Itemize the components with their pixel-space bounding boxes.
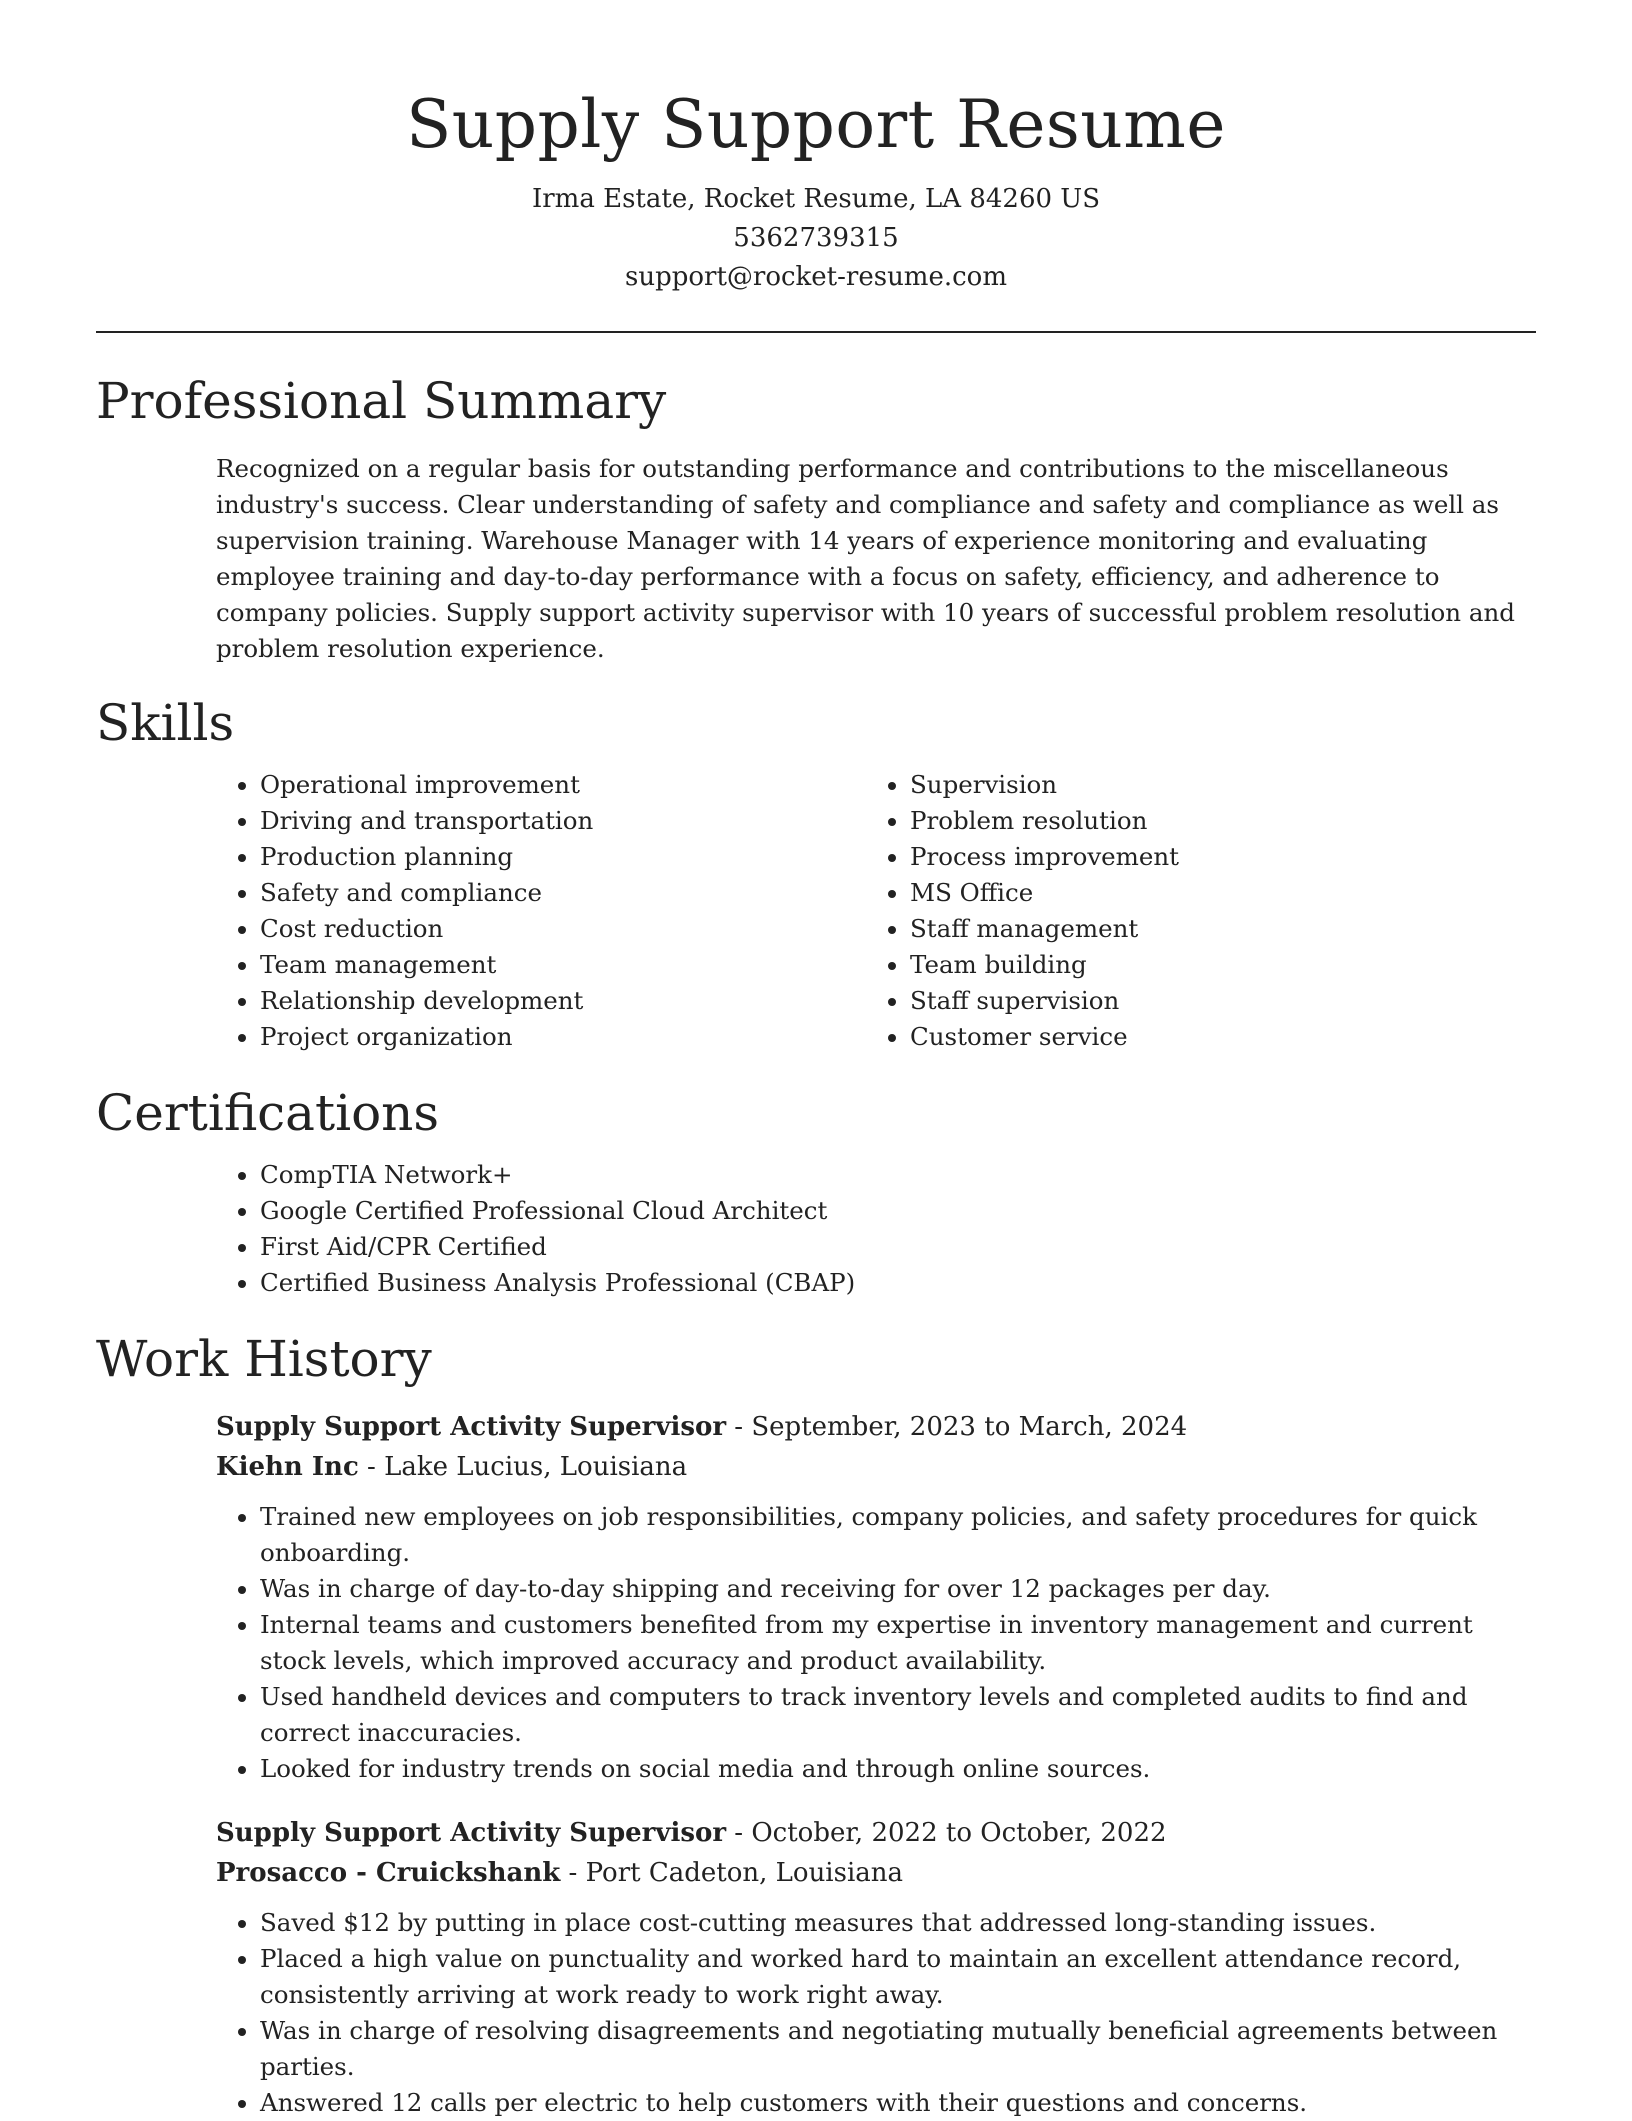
job-location: - Lake Lucius, Louisiana: [358, 1452, 688, 1482]
skills-columns: [216, 767, 1536, 1055]
work-history-section: [96, 1329, 1536, 2121]
job-dates: - October, 2022 to October, 2022: [726, 1818, 1167, 1848]
header-divider: [96, 331, 1536, 333]
resume-header: [96, 80, 1536, 297]
job-bullet: • Was in charge of day-to-day shipping and receiving for over 12 packages per day.: [260, 1571, 1536, 1607]
skill-item: • Operational improvement: [260, 767, 866, 803]
job-bullet: • Saved $12 by putting in place cost-cutting measures that addressed long-standing issues.: [260, 1905, 1536, 1941]
job-location: - Port Cadeton, Louisiana: [560, 1858, 904, 1888]
job-bullets: [216, 1905, 1536, 2121]
job-bullet: • Placed a high value on punctuality and worked hard to maintain an excellent attendance record, consistently arriving at work ready to work right away.: [260, 1941, 1536, 2013]
certification-item: • Google Certified Professional Cloud Architect: [260, 1193, 1536, 1229]
skills-column-left: [216, 767, 866, 1055]
skills-heading: Skills: [96, 694, 235, 752]
certification-item: • First Aid/CPR Certified: [260, 1229, 1536, 1265]
contact-email: support@rocket-resume.com: [624, 262, 1007, 292]
skill-item: • Cost reduction: [260, 911, 866, 947]
skill-item: • Staff management: [910, 911, 1466, 947]
job-bullet: • Answered 12 calls per electric to help customers with their questions and concerns.: [260, 2085, 1536, 2121]
job-bullets: [216, 1499, 1536, 1787]
resume-title: Supply Support Resume: [406, 86, 1226, 163]
summary-text: Recognized on a regular basis for outstanding performance and contributions to the miscellaneous industry's success. Clear understanding of safety and compliance and safety and compliance as well as supervision training. Warehouse Manager with 14 years of experience monitoring and evaluating employee training and day-to-day performance with a focus on safety, efficiency, and adherence to company policies. Supply support activity supervisor with 10 years of successful problem resolution and problem resolution experience.: [216, 454, 1515, 663]
job-bullet: • Trained new employees on job responsibilities, company policies, and safety procedures for quick onboarding.: [260, 1499, 1536, 1571]
certifications-list-wrap: [216, 1157, 1536, 1301]
skill-item: • Team building: [910, 947, 1466, 983]
skill-item: • Problem resolution: [910, 803, 1466, 839]
skill-item: • Customer service: [910, 1019, 1466, 1055]
skill-item: • Relationship development: [260, 983, 866, 1019]
job-bullet: • Was in charge of resolving disagreements and negotiating mutually beneficial agreements between parties.: [260, 2013, 1536, 2085]
skills-section: [96, 693, 1536, 1055]
skill-item: • Project organization: [260, 1019, 866, 1055]
skill-item: • Process improvement: [910, 839, 1466, 875]
skill-item: • Staff supervision: [910, 983, 1466, 1019]
job-company: Kiehn Inc: [216, 1452, 359, 1482]
skill-item: • Safety and compliance: [260, 875, 866, 911]
skill-item: • Supervision: [910, 767, 1466, 803]
contact-address: Irma Estate, Rocket Resume, LA 84260 US: [531, 184, 1101, 214]
job-bullet: • Internal teams and customers benefited from my expertise in inventory management and current stock levels, which improved accuracy and product availability.: [260, 1607, 1536, 1679]
skill-item: • Team management: [260, 947, 866, 983]
certification-item: • Certified Business Analysis Professional (CBAP): [260, 1265, 1536, 1301]
skills-list-left: [216, 767, 866, 1055]
work-history-heading: Work History: [96, 1330, 432, 1388]
job-bullet: • Looked for industry trends on social media and through online sources.: [260, 1751, 1536, 1787]
job-title-line: [216, 1813, 1536, 1853]
summary-heading: Professional Summary: [96, 372, 667, 430]
skill-item: • MS Office: [910, 875, 1466, 911]
job-role: Supply Support Activity Supervisor: [216, 1412, 727, 1442]
skill-item: • Driving and transportation: [260, 803, 866, 839]
job-title-line: [216, 1407, 1536, 1447]
skill-item: • Production planning: [260, 839, 866, 875]
job-role: Supply Support Activity Supervisor: [216, 1818, 727, 1848]
job-entry: [216, 1407, 1536, 1787]
job-company-line: [216, 1853, 1536, 1893]
contact-block: [96, 180, 1536, 297]
certifications-heading: Certifications: [96, 1084, 440, 1142]
job-company: Prosacco - Cruickshank: [216, 1858, 561, 1888]
job-dates: - September, 2023 to March, 2024: [726, 1412, 1188, 1442]
certifications-list: [216, 1157, 1536, 1301]
certification-item: • CompTIA Network+: [260, 1157, 1536, 1193]
job-company-line: [216, 1447, 1536, 1487]
skills-list-right: [866, 767, 1466, 1055]
summary-section: [96, 371, 1536, 667]
job-bullet: • Used handheld devices and computers to track inventory levels and completed audits to find and correct inaccuracies.: [260, 1679, 1536, 1751]
skills-column-right: [866, 767, 1466, 1055]
certifications-section: [96, 1083, 1536, 1301]
job-entry: [216, 1813, 1536, 2121]
contact-phone: 5362739315: [733, 223, 899, 253]
